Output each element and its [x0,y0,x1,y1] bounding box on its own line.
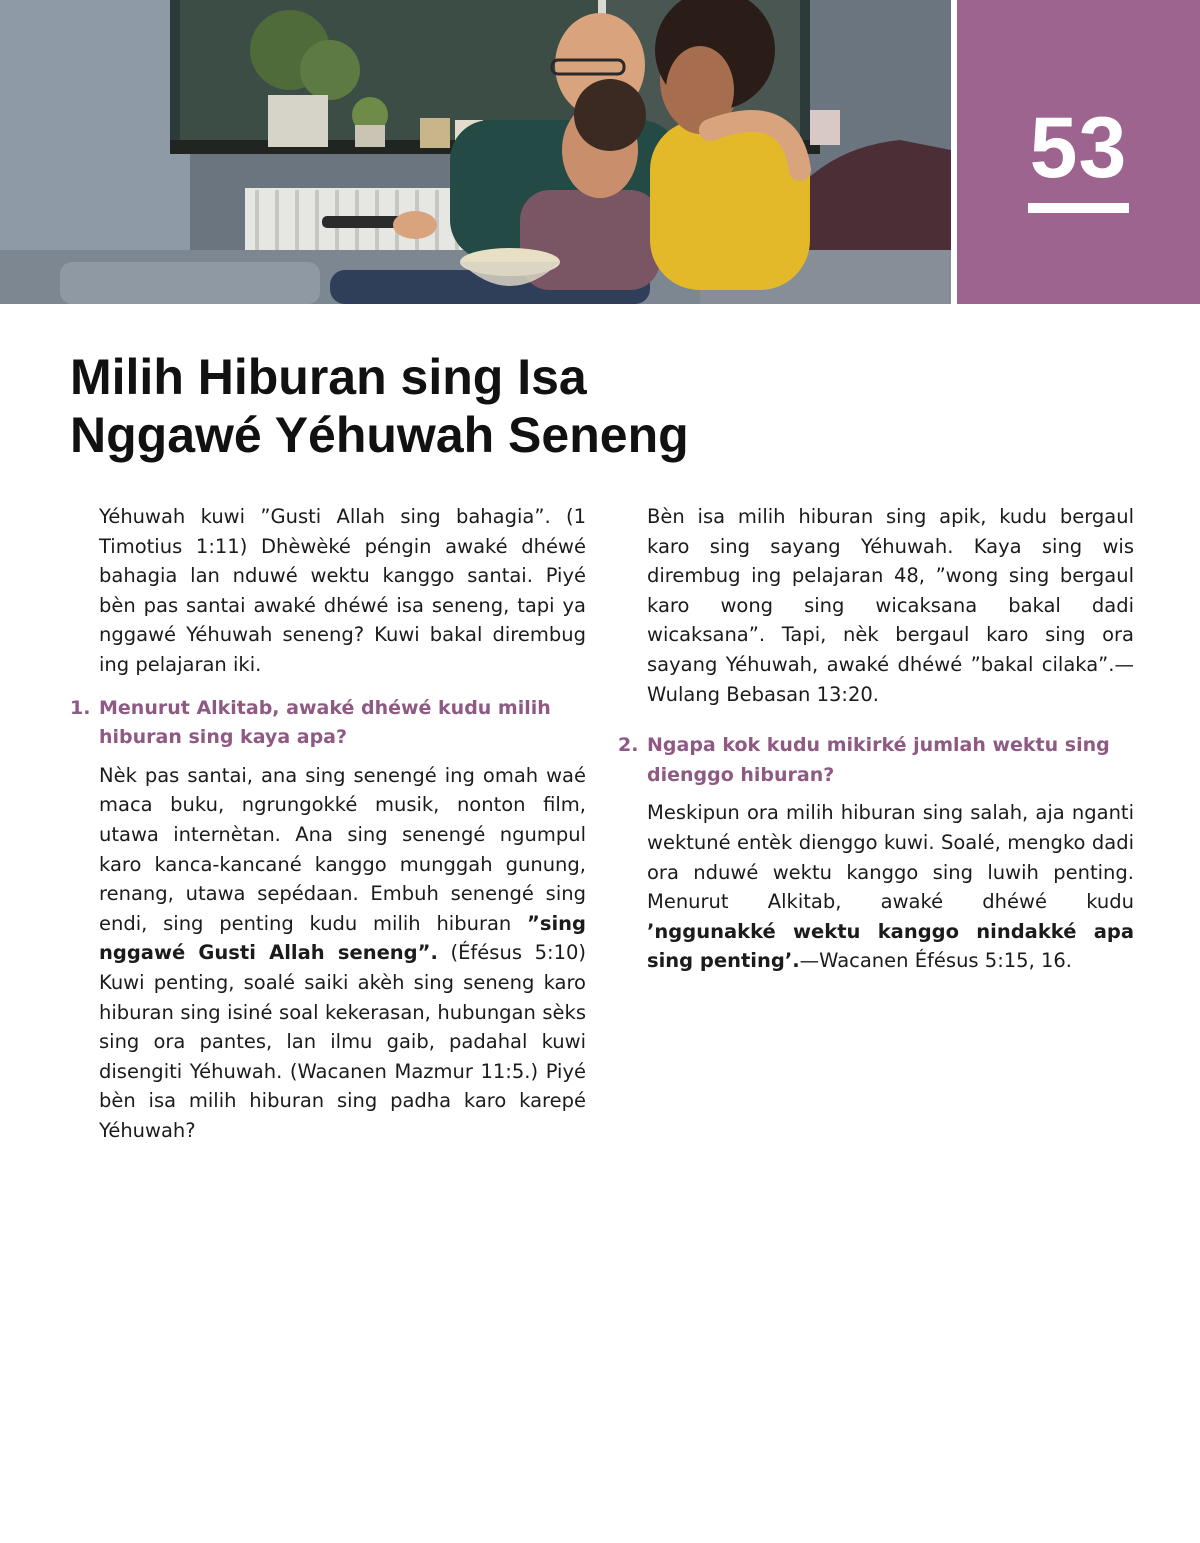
question-1-text: Menurut Alkitab, awaké dhéwé kudu milih hiburan sing kaya apa? [99,696,551,749]
question-2-text: Ngapa kok kudu mikirké jumlah wektu sing dienggo hiburan? [647,734,1110,786]
header-photo [0,0,951,304]
section-2-paragraph [618,798,1134,976]
question-2-number: 2. [618,734,639,757]
lesson-number: 53 [1029,100,1128,196]
section-1-paragraph [70,761,586,1146]
right-column [618,502,1134,976]
section-2-emphasis: ’nggunakké wektu kanggo nindakké apa sing penting’. [647,919,1134,973]
intro-paragraph: Yéhuwah kuwi ”Gusti Allah sing bahagia”. (1 Timotius 1:11) Dhèwèké péngin awaké dhéwé bahagia lan nduwé wektu kanggo santai. Piyé bèn pas santai awaké dhéwé isa seneng, tapi ya nggawé Yéhuwah seneng? Kuwi bakal dirembug ing pelajaran iki. [99,505,586,676]
question-2 [618,731,1134,790]
lesson-number-box [957,0,1200,304]
section-1-continuation-paragraph: Bèn isa milih hiburan sing apik, kudu bergaul karo sing sayang Yéhuwah. Kaya sing wis dirembug ing pelajaran 48, ”wong sing bergaul karo wong sing wicaksana bakal dadi wicaksana”. Tapi, nèk bergaul karo sing ora sayang Yéhuwah, awaké dhéwé ”bakal cilaka”.—Wulang Bebasan 13:20. [647,505,1134,706]
left-column [70,502,586,1145]
page-title [70,348,970,464]
page-title-line-1: Milih Hiburan sing Isa [70,349,587,405]
family-on-sofa-illustration [0,0,951,304]
question-1-number: 1. [70,696,91,719]
section-2-reference: —Wacanen Éfésus 5:15, 16. [799,949,1072,973]
section-2-text: Meskipun ora milih hiburan sing salah, aja nganti wektuné entèk dienggo kuwi. Soalé, mengko dadi ora nduwé wektu kanggo sing luwih penting. Menurut Alkitab, awaké dhéwé kudu [647,801,1134,914]
question-1 [70,694,586,753]
lesson-number-underline [1028,203,1129,213]
section-1-text-continued: (Éfésus 5:10) Kuwi penting, soalé saiki akèh sing seneng karo hiburan sing isiné soal kekerasan, hubungan sèks sing ora pantes, lan ilmu gaib, padahal kuwi disengiti Yéhuwah. (Wacanen Mazmur 11:5.) Piyé bèn isa milih hiburan sing padha karo karepé Yéhuwah? [99,941,586,1142]
page-title-line-2: Nggawé Yéhuwah Seneng [70,407,689,463]
section-1-emphasis: ”sing nggawé Gusti Allah seneng”. [99,911,586,965]
section-1-text: Nèk pas santai, ana sing senengé ing omah waé maca buku, ngrungokké musik, nonton film, utawa internètan. Ana sing senengé ngumpul karo kanca-kancané kanggo munggah gunung, renang, utawa sepédaan. Embuh senengé sing endi, sing penting kudu milih hiburan [99,763,586,935]
